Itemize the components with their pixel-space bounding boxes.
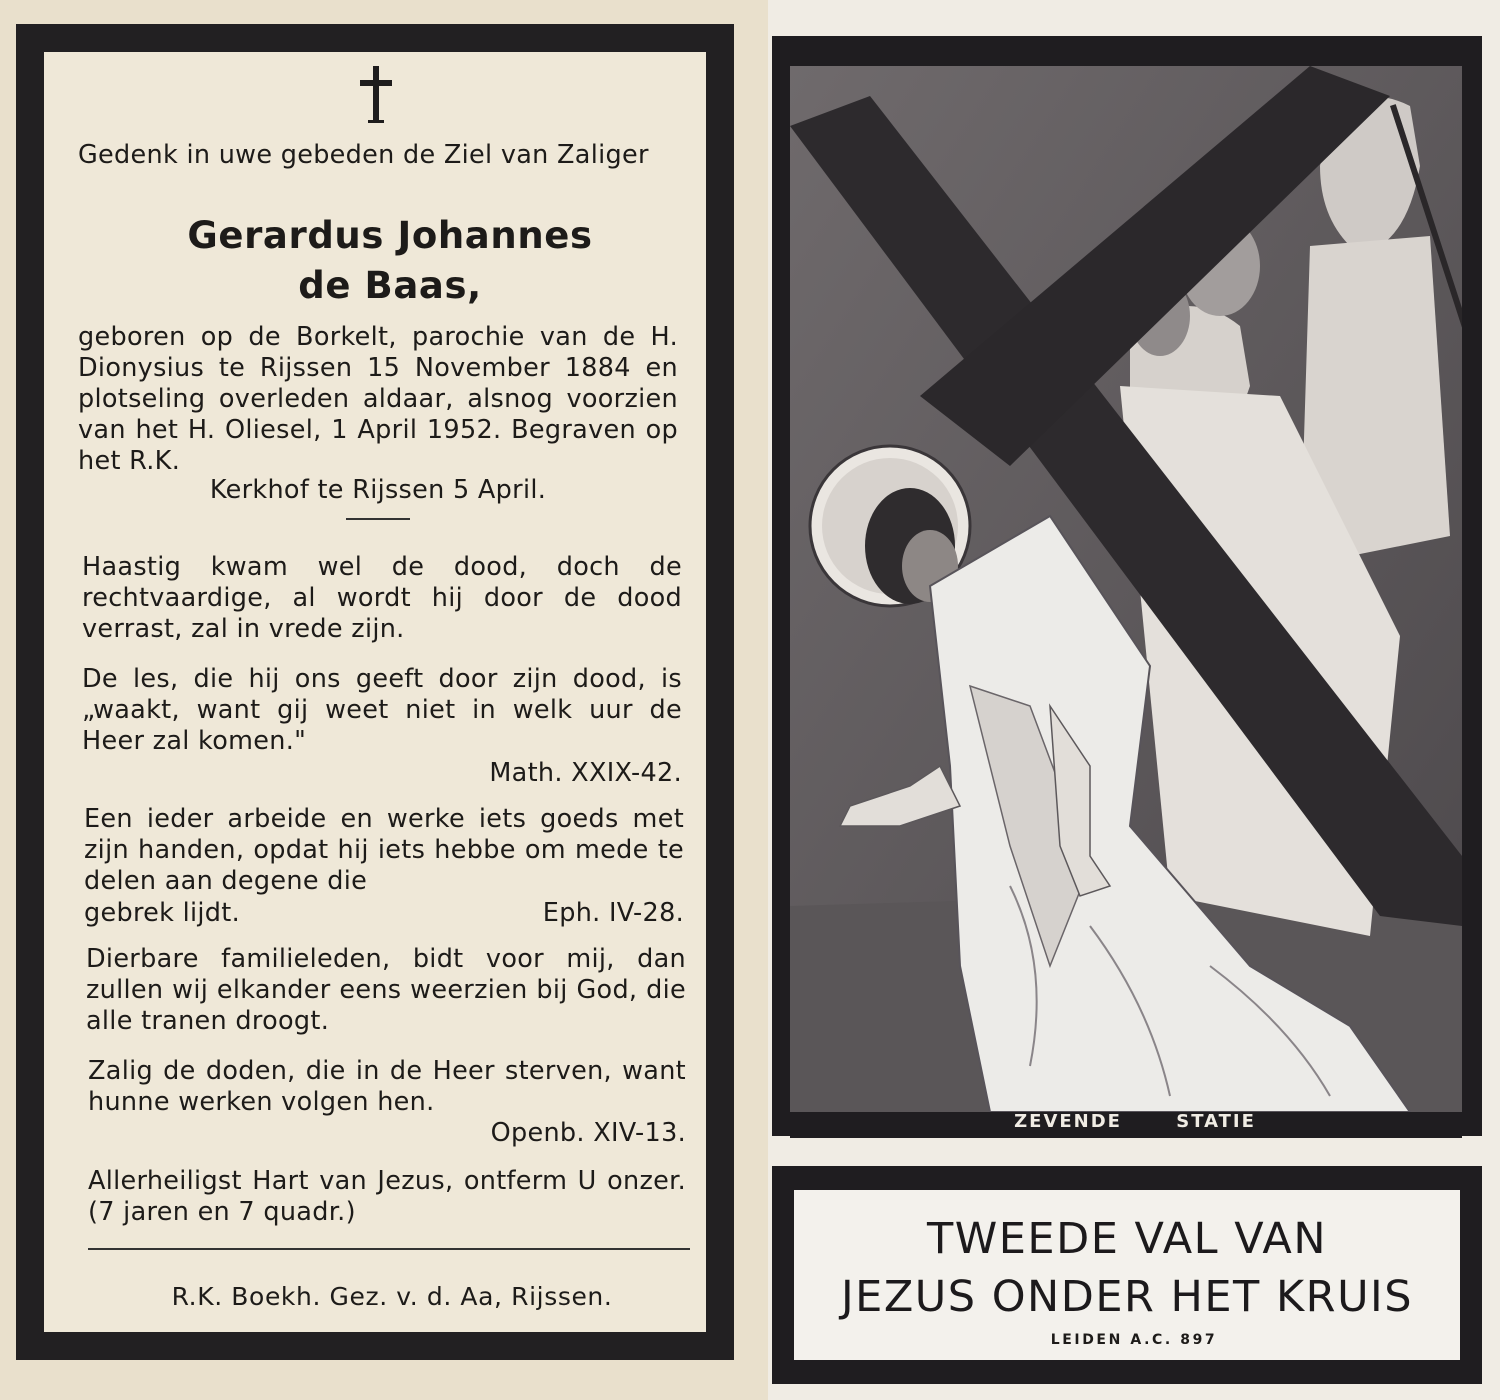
prayer-text: Allerheiligst Hart van Jezus, ontferm U onzer. (7 jaren en 7 quadr.): [88, 1166, 686, 1227]
deceased-name-line2: de Baas,: [298, 264, 482, 307]
title-line2: JEZUS ONDER HET KRUIS: [840, 1272, 1414, 1322]
station-caption: ZEVENDE STATIE: [1014, 1111, 1256, 1132]
bottom-divider: [88, 1248, 690, 1250]
quote-een-ieder: Een ieder arbeide en werke iets goeds met zijn handen, opdat hij iets hebbe om mede te delen aan degene die: [84, 804, 684, 896]
deceased-name-line1: Gerardus Johannes: [187, 214, 593, 257]
quote-zalig-reference: Openb. XIV-13.: [490, 1118, 686, 1148]
printer-imprint: R.K. Boekh. Gez. v. d. Aa, Rijssen.: [171, 1282, 613, 1311]
quote-de-les: De les, die hij ons geeft door zijn dood, is „waakt, want gij weet niet in welk uur de Heer zal komen.": [82, 664, 682, 756]
quote-een-ieder-reference: Eph. IV-28.: [542, 898, 684, 928]
quote-zalig: Zalig de doden, die in de Heer sterven, want hunne werken volgen hen.: [88, 1056, 686, 1117]
station-of-the-cross-illustration: [790, 66, 1462, 1112]
cross-icon: [354, 64, 398, 124]
quote-de-les-reference: Math. XXIX-42.: [489, 758, 682, 788]
short-divider: [346, 518, 410, 520]
intro-text: Gedenk in uwe gebeden de Ziel van Zaliger: [78, 140, 649, 170]
quote-haastig: Haastig kwam wel de dood, doch de rechtvaardige, al wordt hij door de dood verrast, zal in vrede zijn.: [82, 552, 682, 644]
biography-text: geboren op de Borkelt, parochie van de H. Dionysius te Rijssen 15 November 1884 en plotseling overleden aldaar, alsnog voorzien van het H. Oliesel, 1 April 1952. Begraven op het R.K.: [78, 322, 678, 476]
quote-een-ieder-last-line: gebrek lijdt.: [84, 898, 240, 928]
publisher-reference: LEIDEN A.C. 897: [1050, 1332, 1218, 1348]
quote-dierbare: Dierbare familieleden, bidt voor mij, dan zullen wij elkander eens weerzien bij God, die alle tranen droogt.: [86, 944, 686, 1036]
biography-last-line: Kerkhof te Rijssen 5 April.: [209, 475, 547, 505]
title-line1: TWEEDE VAL VAN: [926, 1214, 1328, 1264]
